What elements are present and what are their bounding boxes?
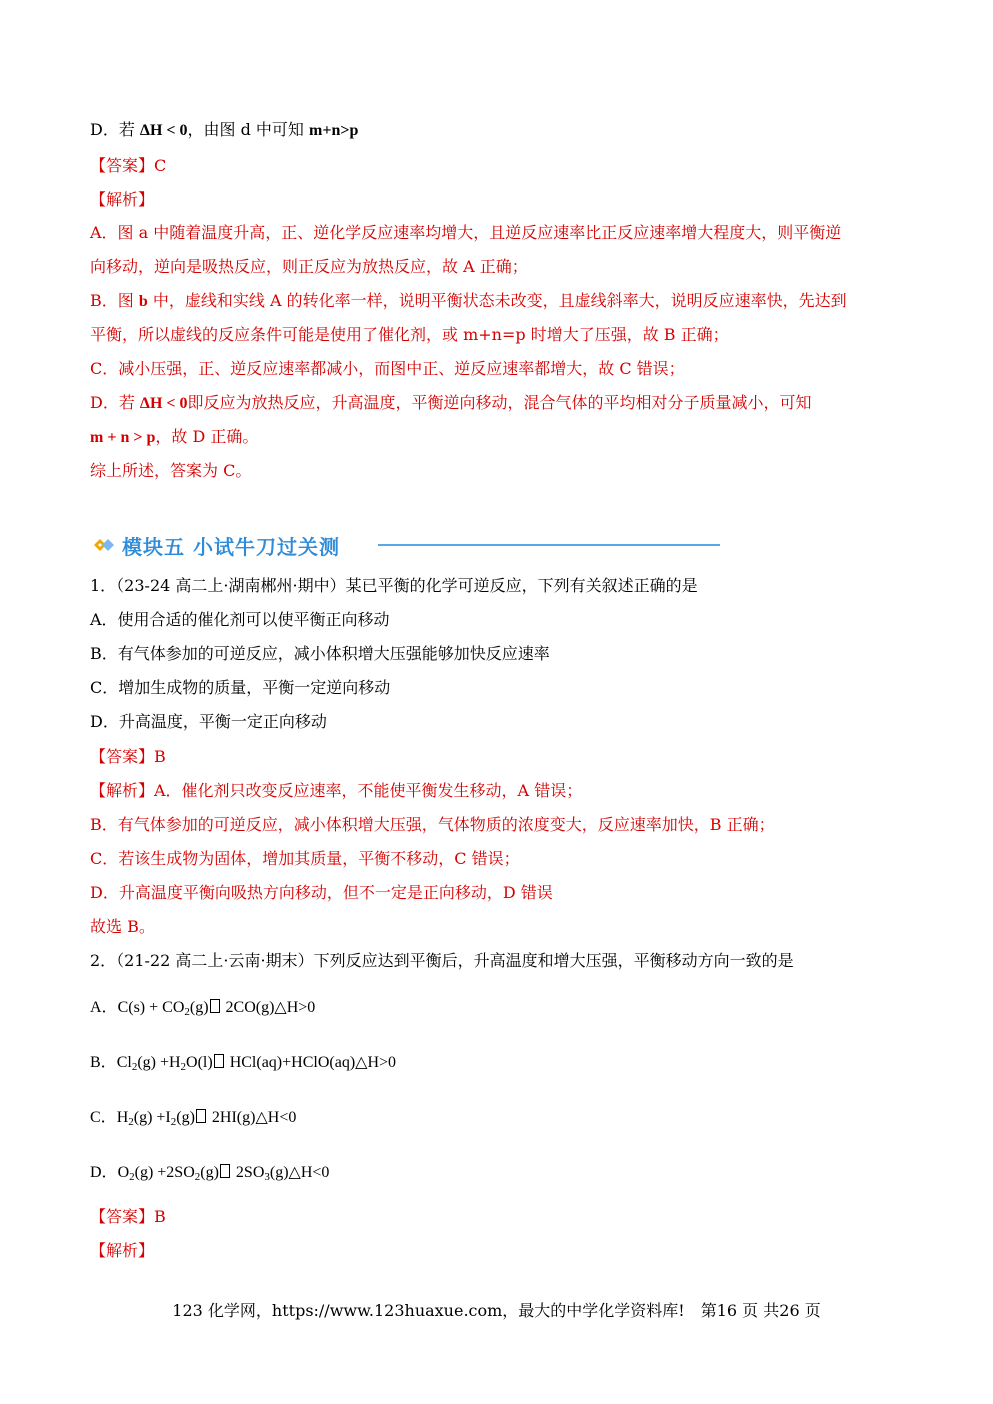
explanation-d-line2: m + n > p，故 D 正确。 [90, 427, 259, 446]
question-2-option-c: C．$H_2(g) +I_2(g)$ 2HI(g)△H<0 [90, 1109, 297, 1128]
explanation-d-line1: D．若 ΔH < 0即反应为放热反应，升高温度，平衡逆向移动，混合气体的平均相对分子质量减小，可知 [90, 393, 812, 412]
question-2-option-d: D．$O_2(g) +2SO_2(g)$ $2SO_3(g)\triangle H<0$ [90, 1164, 330, 1183]
explanation-a-line1: A．图 a 中随着温度升高，正、逆化学反应速率均增大，且逆反应速率比正反应速率增大程度大，则平衡逆 [90, 223, 842, 242]
question-2-stem: 2．（21-22 高二上·云南·期末）下列反应达到平衡后，升高温度和增大压强，平衡移动方向一致的是 [90, 951, 794, 970]
question-1-explanation-d: D．升高温度平衡向吸热方向移动，但不一定是正向移动，D 错误 [90, 883, 553, 902]
section-title: 模块五 小试牛刀过关测 [122, 534, 340, 559]
question-1-explanation-b: B．有气体参加的可逆反应，减小体积增大压强，气体物质的浓度变大，反应速率加快，B 正确； [90, 815, 775, 834]
question-2-option-a: A．$C(s) + CO_2(g)$ 2CO(g)△H>0 [90, 999, 316, 1018]
question-1-option-d: D．升高温度，平衡一定正向移动 [90, 712, 327, 731]
equilibrium-arrow-icon [214, 1054, 224, 1068]
explanation-b-line2: 平衡，所以虚线的反应条件可能是使用了催化剂，或 m+n=p 时增大了压强，故 B 正确； [90, 325, 729, 344]
answer-label: 【答案】C [90, 156, 167, 175]
explanation-c: C．减小压强，正、逆反应速率都减小，而图中正、逆反应速率都增大，故 C 错误； [90, 359, 685, 378]
section-header [92, 530, 340, 560]
mnp-expression: m+n>p [309, 122, 359, 139]
diamond-arrows-icon [92, 534, 118, 556]
summary: 综上所述，答案为 C。 [90, 461, 252, 480]
explanation-a-line2: 向移动，逆向是吸热反应，则正反应为放热反应，故 A 正确； [90, 257, 528, 276]
equilibrium-arrow-icon [196, 1109, 206, 1123]
question-2-analysis-label: 【解析】 [90, 1241, 155, 1260]
question-1-option-a: A．使用合适的催化剂可以使平衡正向移动 [90, 610, 390, 629]
question-1-stem: 1．（23-24 高二上·湖南郴州·期中）某已平衡的化学可逆反应，下列有关叙述正确的是 [90, 576, 698, 595]
question-2-answer: 【答案】B [90, 1207, 166, 1226]
explanation-b-line1: B．图 b 中，虚线和实线 A 的转化率一样，说明平衡状态未改变，且虚线斜率大，说明反应速率快，先达到 [90, 291, 847, 310]
question-1-option-c: C．增加生成物的质量，平衡一定逆向移动 [90, 678, 391, 697]
question-1-explanation-a: 【解析】A．催化剂只改变反应速率，不能使平衡发生移动，A 错误； [90, 781, 583, 800]
analysis-label: 【解析】 [90, 190, 155, 209]
question-1-conclusion: 故选 B。 [90, 917, 155, 936]
question-1-explanation-c: C．若该生成物为固体，增加其质量，平衡不移动，C 错误； [90, 849, 520, 868]
question-1-answer: 【答案】B [90, 747, 166, 766]
question-1-option-b: B．有气体参加的可逆反应，减小体积增大压强能够加快反应速率 [90, 644, 550, 663]
question-2-option-b: B．$Cl_2(g) +H_2O(l)$ HCl(aq)+HClO(aq)△H>0 [90, 1054, 397, 1073]
section-divider [378, 544, 720, 546]
page-footer: 123 化学网，https://www.123huaxue.com，最大的中学化学资料库! 第16 页 共26 页 [172, 1301, 821, 1320]
equilibrium-arrow-icon [220, 1164, 230, 1178]
equilibrium-arrow-icon [210, 999, 220, 1013]
delta-h-expression: ΔH < 0 [139, 122, 188, 139]
option-d-line: D．若 ΔH < 0，由图 d 中可知 m+n>p [90, 120, 359, 139]
